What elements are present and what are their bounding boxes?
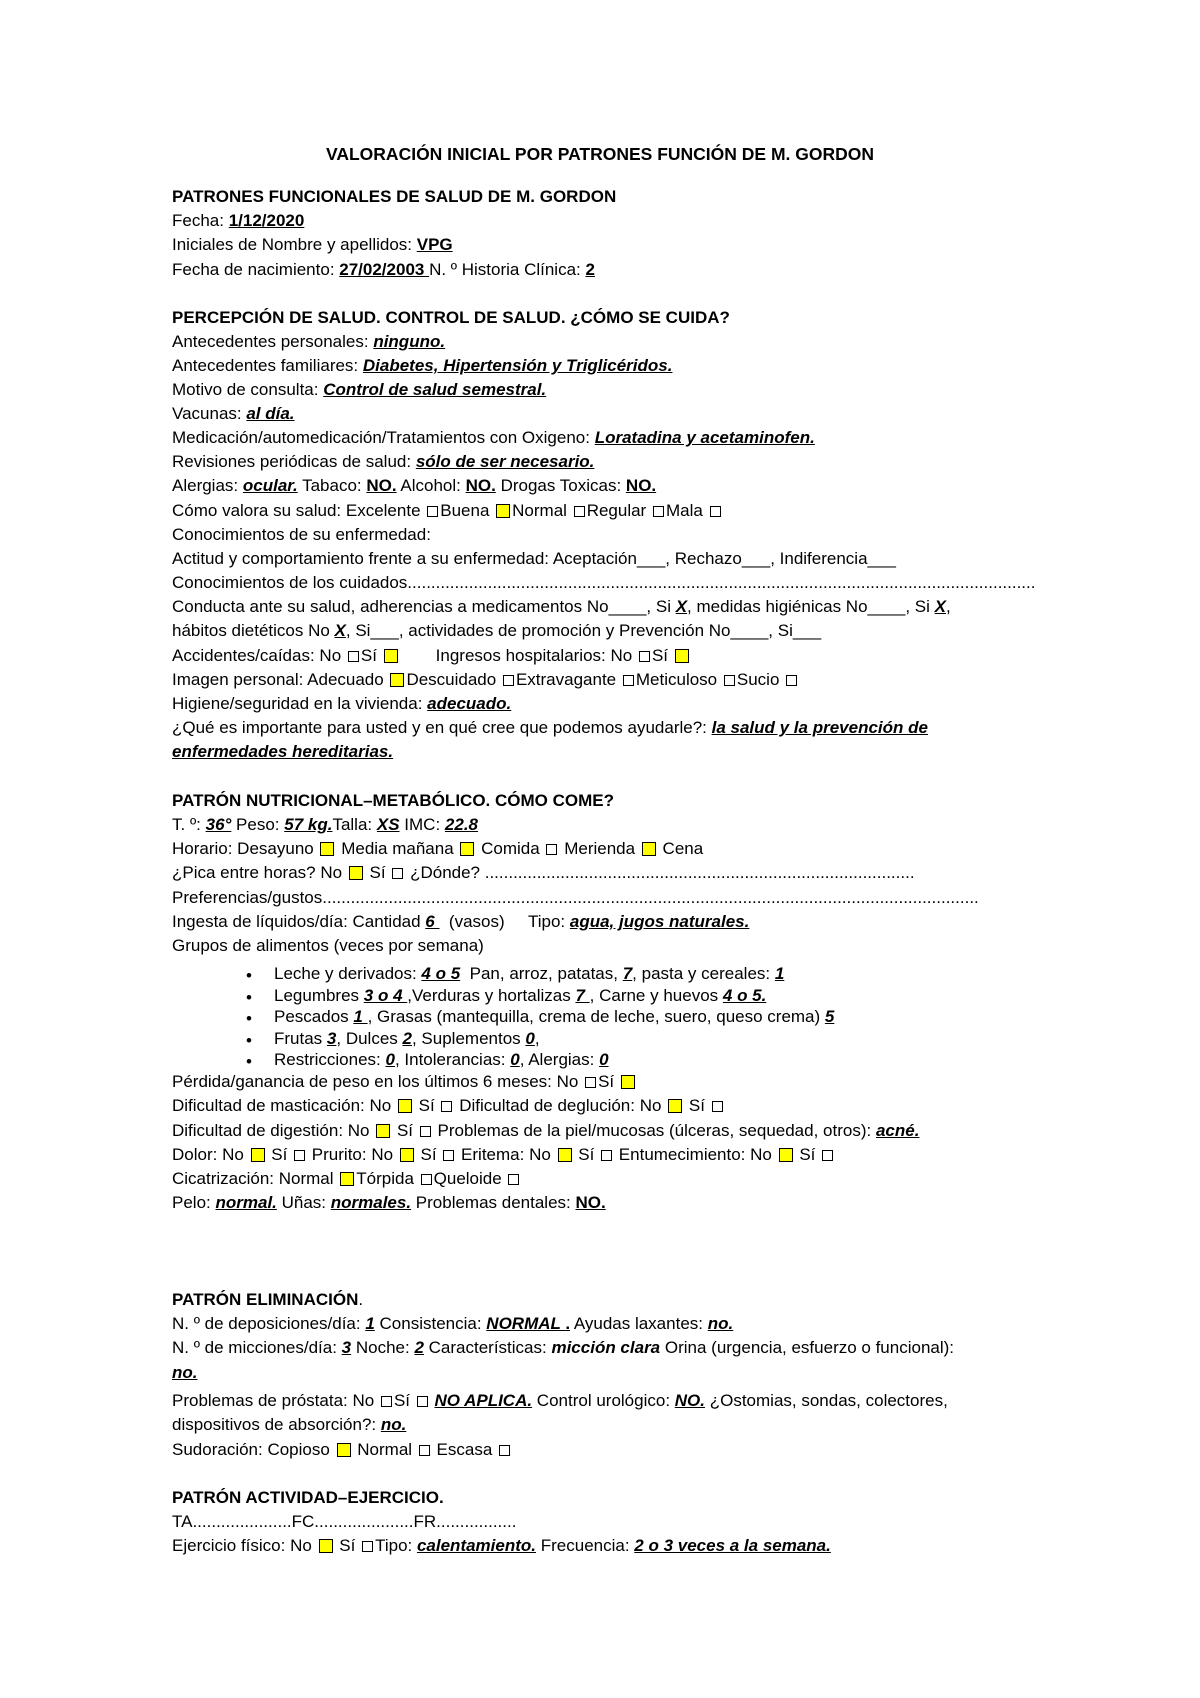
- label: Alergias:: [172, 476, 243, 495]
- bullet-icon: •: [246, 988, 252, 1007]
- heading-text: PATRÓN ELIMINACIÓN: [172, 1290, 359, 1309]
- checkbox-checked[interactable]: [400, 1148, 414, 1162]
- option-label: Sí: [396, 1121, 418, 1140]
- checkbox[interactable]: [499, 1445, 510, 1456]
- conocimientos-cuidados: Conocimientos de los cuidados.....................................................................................................................................: [172, 573, 1036, 592]
- answer: calentamiento.: [416, 1536, 537, 1555]
- vitals-line: [172, 814, 478, 836]
- option-label: Sí: [651, 646, 673, 665]
- option-label: Mala: [665, 501, 703, 520]
- label: Consistencia:: [374, 1314, 487, 1333]
- label: IMC:: [399, 815, 445, 834]
- prostata-line: [172, 1390, 948, 1412]
- iniciales-label: Iniciales de Nombre y apellidos:: [172, 235, 417, 254]
- higiene-line: [172, 693, 511, 715]
- deposiciones-line: [172, 1313, 733, 1335]
- answer: no.: [707, 1314, 734, 1333]
- fecha-value: 1/12/2020: [228, 211, 305, 230]
- checkbox[interactable]: [441, 1101, 452, 1112]
- answer: 1: [365, 1314, 375, 1333]
- label: Eritema: No: [461, 1145, 556, 1164]
- option-label: Meticuloso: [635, 670, 718, 689]
- answer: no.: [380, 1415, 407, 1434]
- label: , Alergias:: [519, 1050, 600, 1069]
- answer: 36°: [205, 815, 232, 834]
- label: Control urológico:: [532, 1391, 675, 1410]
- heading-dot: .: [358, 1290, 364, 1309]
- label: Ayudas laxantes:: [570, 1314, 708, 1333]
- checkbox-checked[interactable]: [398, 1099, 412, 1113]
- label: Legumbres: [274, 986, 364, 1005]
- answer: 1: [353, 1007, 368, 1026]
- label: ¿Dónde? ...........................................................................................: [410, 863, 915, 882]
- checkbox-checked[interactable]: [340, 1172, 354, 1186]
- label: Antecedentes personales:: [172, 332, 374, 351]
- mark: X: [334, 621, 346, 640]
- label: Entumecimiento: No: [618, 1145, 777, 1164]
- answer: Diabetes, Hipertensión y Triglicéridos.: [362, 356, 673, 375]
- label: Conducta ante su salud, adherencias a medicamentos No____, Si: [172, 597, 676, 616]
- label: Uñas:: [276, 1193, 331, 1212]
- option-label: Tórpida: [356, 1169, 414, 1188]
- checkbox-checked[interactable]: [376, 1124, 390, 1138]
- cicatrizacion-line: [172, 1168, 521, 1190]
- label: Tipo:: [375, 1536, 417, 1555]
- answer: 2 o 3 veces a la semana.: [634, 1536, 831, 1555]
- checkbox-checked[interactable]: [390, 673, 404, 687]
- label: Sudoración: Copioso: [172, 1440, 335, 1459]
- answer: 7: [622, 964, 633, 983]
- bullet-icon: •: [246, 1052, 252, 1071]
- section-heading-eliminacion: [172, 1289, 363, 1311]
- answer: 2: [414, 1338, 424, 1357]
- label: Ingresos hospitalarios: No: [435, 646, 637, 665]
- checkbox[interactable]: [623, 675, 634, 686]
- option-label: Buena: [440, 501, 490, 520]
- checkbox[interactable]: [601, 1150, 612, 1161]
- answer: 3 o 4: [363, 986, 408, 1005]
- label: ,: [945, 597, 951, 616]
- checkbox[interactable]: [822, 1150, 833, 1161]
- importante-line-2: [172, 741, 393, 763]
- option-label: Sí: [420, 1145, 442, 1164]
- answer: 5: [824, 1007, 835, 1026]
- label: Problemas de próstata: No: [172, 1391, 379, 1410]
- option-label: Sí: [799, 1145, 821, 1164]
- checkbox[interactable]: [653, 506, 664, 517]
- answer: 2: [402, 1029, 412, 1048]
- label: , pasta y cereales:: [632, 964, 775, 983]
- label: , Suplementos: [411, 1029, 526, 1048]
- checkbox-checked[interactable]: [460, 842, 474, 856]
- checkbox-checked[interactable]: [675, 649, 689, 663]
- checkbox[interactable]: [585, 1077, 596, 1088]
- list-item-legumbres: [246, 985, 766, 1007]
- label: Problemas dentales:: [411, 1193, 576, 1212]
- nacimiento-value: 27/02/2003: [339, 260, 430, 279]
- checkbox-checked[interactable]: [642, 842, 656, 856]
- label: , Grasas (mantequilla, crema de leche, suero, queso crema): [367, 1007, 825, 1026]
- actitud-line: Actitud y comportamiento frente a su enfermedad: Aceptación___, Rechazo___, Indiferencia___: [172, 549, 896, 568]
- label: Leche y derivados:: [274, 964, 422, 983]
- checkbox-checked[interactable]: [496, 504, 510, 518]
- checkbox-checked[interactable]: [319, 1539, 333, 1553]
- label: Pérdida/ganancia de peso en los últimos 6 meses: No: [172, 1072, 584, 1091]
- label: Talla:: [332, 815, 377, 834]
- label: Noche:: [351, 1338, 415, 1357]
- iniciales-value: VPG: [416, 235, 453, 254]
- answer: NO.: [465, 476, 496, 495]
- checkbox[interactable]: [392, 868, 403, 879]
- label: Accidentes/caídas: No: [172, 646, 346, 665]
- label: Ejercicio físico: No: [172, 1536, 317, 1555]
- accidentes-line: [172, 645, 691, 667]
- checkbox-checked[interactable]: [349, 866, 363, 880]
- answer: 0: [385, 1050, 395, 1069]
- answer: sólo de ser necesario.: [415, 452, 595, 471]
- answer: 22.8: [444, 815, 478, 834]
- document-title: VALORACIÓN INICIAL POR PATRONES FUNCIÓN DE M. GORDON: [325, 144, 875, 164]
- answer: ninguno.: [373, 332, 446, 351]
- label: Peso:: [231, 815, 285, 834]
- list-item-pescados: [246, 1006, 834, 1028]
- label: ¿Pica entre horas? No: [172, 863, 347, 882]
- label: Vacunas:: [172, 404, 247, 423]
- signos-vitales-line: TA.....................FC.....................FR.................: [172, 1512, 517, 1531]
- section-heading-actividad: PATRÓN ACTIVIDAD–EJERCICIO.: [172, 1488, 444, 1507]
- medicacion-line: [172, 427, 815, 449]
- answer: Loratadina y acetaminofen.: [594, 428, 815, 447]
- label: Cómo valora su salud: Excelente: [172, 501, 426, 520]
- label: ¿Qué es importante para usted y en qué cree que podemos ayudarle?:: [172, 718, 712, 737]
- dispositivos-line: [172, 1414, 406, 1436]
- label: Higiene/seguridad en la vivienda:: [172, 694, 428, 713]
- answer: 3: [326, 1029, 337, 1048]
- checkbox[interactable]: [443, 1150, 454, 1161]
- bullet-icon: •: [246, 1031, 252, 1050]
- masticacion-line: [172, 1095, 725, 1117]
- option-label: Sucio: [736, 670, 780, 689]
- answer: acné.: [875, 1121, 920, 1140]
- label: Orina (urgencia, esfuerzo o funcional):: [660, 1338, 955, 1357]
- option-label: Merienda: [564, 839, 636, 858]
- checkbox[interactable]: [546, 844, 557, 855]
- checkbox[interactable]: [417, 1396, 428, 1407]
- option-label: Sí: [339, 1536, 361, 1555]
- label: Cicatrización: Normal: [172, 1169, 339, 1188]
- label: Prurito: No: [311, 1145, 398, 1164]
- fecha-line: [172, 210, 304, 232]
- label: dispositivos de absorción?:: [172, 1415, 381, 1434]
- answer: 6: [425, 912, 440, 931]
- perdida-peso-line: [172, 1071, 637, 1093]
- answer: NO.: [575, 1193, 606, 1212]
- label: Tabaco:: [297, 476, 367, 495]
- answer: la salud y la prevención de: [711, 718, 928, 737]
- answer: 57 kg.: [284, 815, 333, 834]
- label: Alcohol:: [396, 476, 466, 495]
- conducta-line: [172, 596, 951, 618]
- fecha-label: Fecha:: [172, 211, 229, 230]
- answer: 3: [341, 1338, 352, 1357]
- option-label: Sí: [271, 1145, 293, 1164]
- motivo-consulta-line: [172, 379, 546, 401]
- ejercicio-line: [172, 1535, 831, 1557]
- label: ,: [534, 1029, 540, 1048]
- answer: NO.: [625, 476, 657, 495]
- label: Restricciones:: [274, 1050, 386, 1069]
- option-label: Extravagante: [515, 670, 617, 689]
- answer: no.: [172, 1363, 198, 1382]
- dolor-line: [172, 1144, 835, 1166]
- answer: 1: [774, 964, 785, 983]
- checkbox-checked[interactable]: [337, 1443, 351, 1457]
- list-item-frutas: [246, 1028, 540, 1050]
- answer: enfermedades hereditarias.: [172, 742, 394, 761]
- label: hábitos dietéticos No: [172, 621, 335, 640]
- checkbox[interactable]: [724, 675, 735, 686]
- option-label: Comida: [481, 839, 540, 858]
- label: Dificultad de deglución: No: [459, 1096, 667, 1115]
- checkbox[interactable]: [427, 506, 438, 517]
- checkbox[interactable]: [381, 1396, 392, 1407]
- answer: NO.: [366, 476, 397, 495]
- section-heading-gordon: PATRONES FUNCIONALES DE SALUD DE M. GORDON: [172, 187, 617, 206]
- label: ¿Ostomias, sondas, colectores,: [705, 1391, 948, 1410]
- preferencias-line: Preferencias/gustos...........................................................................................................................................: [172, 888, 979, 907]
- label: Drogas Toxicas:: [495, 476, 626, 495]
- checkbox-checked[interactable]: [779, 1148, 793, 1162]
- label: Motivo de consulta:: [172, 380, 324, 399]
- option-label: Descuidado: [406, 670, 497, 689]
- option-label: Sí: [360, 646, 382, 665]
- nacimiento-line: [172, 259, 595, 281]
- checkbox[interactable]: [362, 1541, 373, 1552]
- checkbox[interactable]: [419, 1445, 430, 1456]
- answer: 4 o 5: [421, 964, 461, 983]
- liquidos-line: [172, 911, 749, 933]
- label: Ingesta de líquidos/día: Cantidad: [172, 912, 426, 931]
- checkbox-checked[interactable]: [668, 1099, 682, 1113]
- label: , Intolerancias:: [394, 1050, 511, 1069]
- micciones-line: [172, 1337, 954, 1359]
- antecedentes-familiares-line: [172, 355, 672, 377]
- answer: micción clara: [551, 1338, 661, 1357]
- label: , medidas higiénicas No____, Si: [687, 597, 935, 616]
- list-item-restricciones: [246, 1049, 609, 1071]
- label: N. º de deposiciones/día:: [172, 1314, 366, 1333]
- option-label: Normal: [512, 501, 567, 520]
- option-label: Sí: [578, 1145, 600, 1164]
- answer: NO.: [674, 1391, 705, 1410]
- imagen-personal-line: [172, 669, 799, 691]
- pelo-line: [172, 1192, 606, 1214]
- answer: .: [565, 1314, 571, 1333]
- grupos-line: Grupos de alimentos (veces por semana): [172, 936, 484, 955]
- importante-line: [172, 717, 928, 739]
- option-label: Regular: [586, 501, 647, 520]
- historia-value: 2: [585, 260, 595, 279]
- checkbox[interactable]: [294, 1150, 305, 1161]
- label: Medicación/automedicación/Tratamientos con Oxigeno:: [172, 428, 595, 447]
- answer: 0: [510, 1050, 520, 1069]
- answer: 4 o 5.: [722, 986, 767, 1005]
- pica-line: [172, 862, 915, 884]
- option-label: Cena: [662, 839, 704, 858]
- label: Revisiones periódicas de salud:: [172, 452, 416, 471]
- digestion-line: [172, 1120, 919, 1142]
- checkbox[interactable]: [420, 1126, 431, 1137]
- label: Pan, arroz, patatas,: [460, 964, 623, 983]
- checkbox[interactable]: [710, 506, 721, 517]
- answer: NO APLICA.: [434, 1391, 533, 1410]
- label: (vasos) Tipo:: [439, 912, 570, 931]
- answer: XS: [376, 815, 400, 834]
- checkbox[interactable]: [574, 506, 585, 517]
- nacimiento-label: Fecha de nacimiento:: [172, 260, 340, 279]
- label: N. º de micciones/día:: [172, 1338, 342, 1357]
- checkbox[interactable]: [712, 1101, 723, 1112]
- answer: 7: [575, 986, 590, 1005]
- answer: adecuado.: [427, 694, 512, 713]
- label: Dificultad de masticación: No: [172, 1096, 396, 1115]
- answer: agua, jugos naturales.: [569, 912, 750, 931]
- conocimientos-enfermedad: Conocimientos de su enfermedad:: [172, 525, 431, 544]
- valora-salud-line: [172, 500, 723, 522]
- option-label: Sí: [418, 1096, 440, 1115]
- historia-label: N. º Historia Clínica:: [429, 260, 586, 279]
- checkbox[interactable]: [421, 1174, 432, 1185]
- sudoracion-line: [172, 1439, 512, 1461]
- option-label: Media mañana: [341, 839, 454, 858]
- answer: normal.: [215, 1193, 277, 1212]
- mark: X: [675, 597, 688, 616]
- option-label: Sí: [369, 863, 391, 882]
- option-label: Queloide: [433, 1169, 502, 1188]
- label: Frecuencia:: [536, 1536, 635, 1555]
- label: Pescados: [274, 1007, 354, 1026]
- label: Frutas: [274, 1029, 327, 1048]
- answer: 0: [599, 1050, 609, 1069]
- checkbox-checked[interactable]: [384, 649, 398, 663]
- antecedentes-personales-line: [172, 331, 445, 353]
- label: Horario: Desayuno: [172, 839, 319, 858]
- option-label: Sí: [688, 1096, 710, 1115]
- bullet-icon: •: [246, 1009, 252, 1028]
- option-label: Sí: [393, 1391, 415, 1410]
- answer: NORMAL: [486, 1314, 566, 1333]
- section-heading-nutricional: PATRÓN NUTRICIONAL–METABÓLICO. CÓMO COME?: [172, 791, 614, 810]
- option-label: Normal: [357, 1440, 413, 1459]
- label: , Si___, actividades de promoción y Prevención No____, Si___: [345, 621, 822, 640]
- label: Características:: [423, 1338, 552, 1357]
- list-item-leche: [246, 963, 784, 985]
- label: Imagen personal: Adecuado: [172, 670, 389, 689]
- section-heading-percepcion: PERCEPCIÓN DE SALUD. CONTROL DE SALUD. ¿CÓMO SE CUIDA?: [172, 308, 730, 327]
- checkbox[interactable]: [348, 651, 359, 662]
- label: T. º:: [172, 815, 206, 834]
- option-label: Escasa: [436, 1440, 493, 1459]
- label: ,Verduras y hortalizas: [407, 986, 576, 1005]
- label: Antecedentes familiares:: [172, 356, 363, 375]
- label: Problemas de la piel/mucosas (úlceras, sequedad, otros):: [437, 1121, 876, 1140]
- answer: Control de salud semestral.: [323, 380, 547, 399]
- iniciales-line: [172, 234, 453, 256]
- label: Pelo:: [172, 1193, 216, 1212]
- checkbox-checked[interactable]: [621, 1075, 635, 1089]
- alergias-habitos-line: [172, 475, 656, 497]
- checkbox-checked[interactable]: [251, 1148, 265, 1162]
- answer: al día.: [246, 404, 295, 423]
- answer: normales.: [330, 1193, 412, 1212]
- checkbox[interactable]: [639, 651, 650, 662]
- revisiones-line: [172, 451, 594, 473]
- horario-line: [172, 838, 703, 860]
- label: Dolor: No: [172, 1145, 249, 1164]
- checkbox[interactable]: [786, 675, 797, 686]
- mark: X: [934, 597, 946, 616]
- label: Dificultad de digestión: No: [172, 1121, 375, 1140]
- checkbox-checked[interactable]: [558, 1148, 572, 1162]
- habitos-line: [172, 620, 821, 642]
- bullet-icon: •: [246, 966, 252, 985]
- option-label: Sí: [598, 1072, 619, 1091]
- checkbox[interactable]: [503, 675, 514, 686]
- label: , Carne y huevos: [589, 986, 723, 1005]
- orina-answer-line: [172, 1362, 198, 1384]
- vacunas-line: [172, 403, 295, 425]
- checkbox[interactable]: [508, 1174, 519, 1185]
- answer: ocular.: [242, 476, 298, 495]
- label: , Dulces: [336, 1029, 403, 1048]
- checkbox-checked[interactable]: [320, 842, 334, 856]
- answer: 0: [525, 1029, 535, 1048]
